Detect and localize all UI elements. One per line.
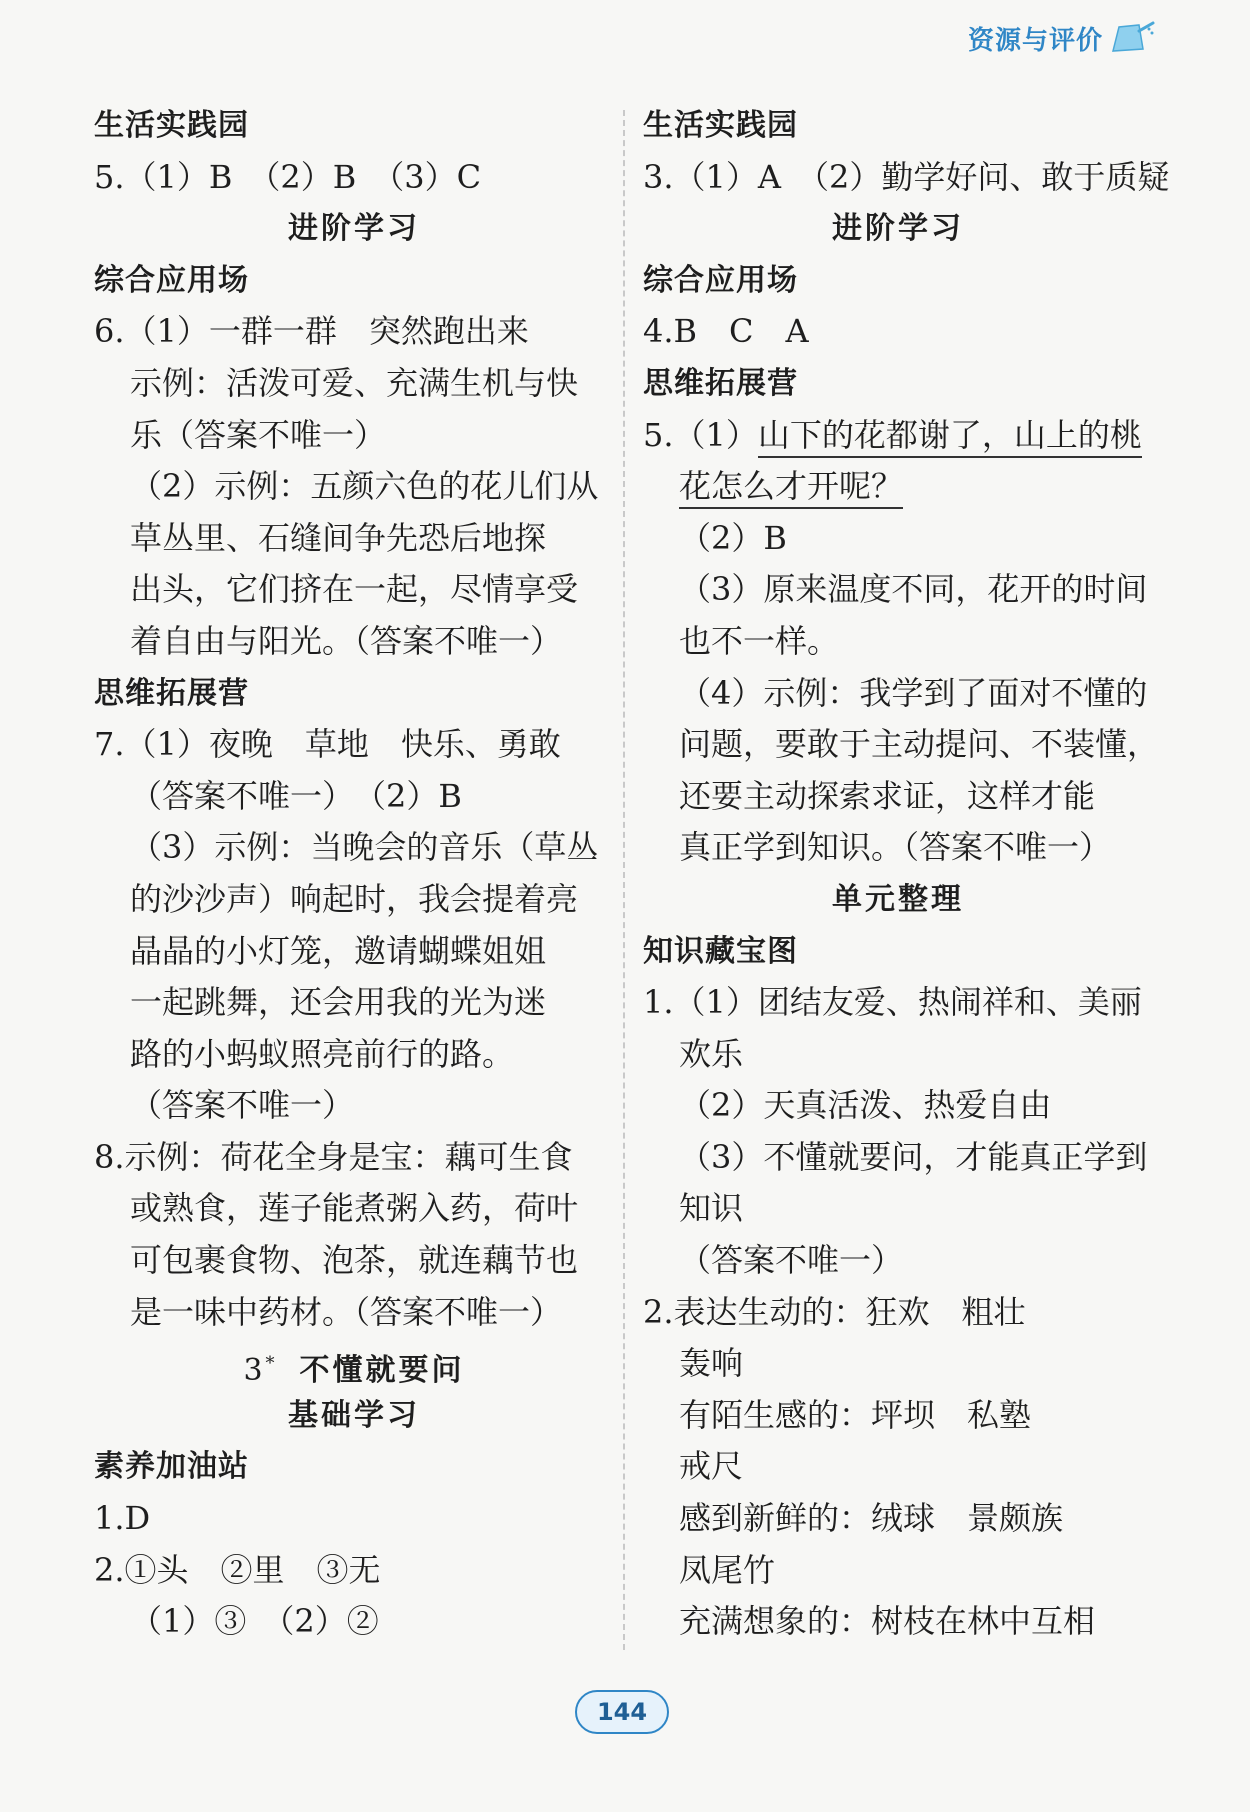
answer-line: 示例：活泼可爱、充满生机与快 [130,363,579,402]
answer-line: （2）B [679,518,787,557]
answer-line: （1）③ （2）② [130,1602,379,1641]
answer-line: 2.表达生动的：狂欢 粗壮 [643,1292,1026,1331]
subsection-title: 基础学习 [288,1397,420,1433]
answer-line: （答案不唯一） [130,1086,355,1125]
answer-line: （2）天真活泼、热爱自由 [679,1086,1052,1125]
answer-line: （答案不唯一） [679,1241,904,1280]
answer-line: 还要主动探索求证，这样才能 [679,776,1096,815]
answer-line: 7.（1）夜晚 草地 快乐、勇敢 [94,725,561,764]
subsection-title: 进阶学习 [832,211,964,247]
answer-line: 3.（1）A （2）勤学好问、敢于质疑 [643,157,1170,196]
answer-line: 8.示例：荷花全身是宝：藕可生食 [94,1137,573,1176]
answer-line: 的沙沙声）响起时，我会提着亮 [130,879,579,918]
answer-line: （3）不懂就要问，才能真正学到 [679,1137,1148,1176]
answer-line: 草丛里、石缝间争先恐后地探 [130,518,547,557]
section-heading: 生活实践园 [94,108,249,143]
answer-line [643,461,1153,513]
answer-line: 凤尾竹 [679,1550,776,1589]
answer-line: 出头，它们挤在一起，尽情享受 [130,570,579,609]
section-heading: 思维拓展营 [643,365,798,401]
section-heading: 综合应用场 [643,262,798,298]
column-divider [623,110,625,1650]
answer-line: 有陌生感的：坪坝 私塾 [679,1395,1032,1434]
section-heading: 生活实践园 [643,108,798,143]
underlined-answer: 山下的花都谢了，山上的桃 [758,416,1142,458]
section-heading: 思维拓展营 [94,675,249,711]
subsection-title: 单元整理 [832,881,964,917]
answer-line: 4.B C A [643,312,809,351]
answer-line: 也不一样。 [679,621,840,660]
answer-line: 知识 [679,1189,744,1228]
answer-line: 6.（1）一群一群 突然跑出来 [94,312,529,351]
answer-line: 感到新鲜的：绒球 景颇族 [679,1499,1064,1538]
answer-line: （3）示例：当晚会的音乐（草丛 [130,828,599,867]
page-header [968,18,1155,58]
answer-line: 2.①头 ②里 ③无 [94,1550,381,1589]
answer-line: 一起跳舞，还会用我的光为迷 [130,983,547,1022]
answer-line: （2）示例：五颜六色的花儿们从 [130,467,599,506]
header-title: 资源与评价 [967,25,1103,56]
answer-line: 晶晶的小灯笼，邀请蝴蝶姐姐 [130,931,547,970]
page-number: 144 [575,1690,669,1734]
answer-line: 5.（1）B （2）B （3）C [94,157,482,196]
answer-line: 戒尺 [679,1447,744,1486]
left-column [94,100,614,1648]
section-heading: 综合应用场 [94,262,249,298]
answer-line: 问题，要敢于主动提问、不装懂， [679,725,1160,764]
underlined-answer: 花怎么才开呢？ [679,467,903,509]
answer-line: （答案不唯一） （2）B [130,776,462,815]
answer-line: 路的小蚂蚁照亮前行的路。 [130,1034,515,1073]
answer-line: 1.D [94,1499,151,1538]
lesson-name: 不懂就要问 [299,1353,465,1389]
answer-line: 可包裹食物、泡茶，就连藕节也 [130,1241,579,1280]
answer-line: （4）示例：我学到了面对不懂的 [679,673,1148,712]
answer-prefix: 5.（1） [643,415,758,454]
section-heading: 素养加油站 [94,1449,249,1485]
answer-line: 是一味中药材。（答案不唯一） [130,1292,563,1331]
answer-line: 着自由与阳光。（答案不唯一） [130,621,563,660]
answer-line: （3）原来温度不同，花开的时间 [679,570,1148,609]
lesson-number: 3* [243,1353,278,1389]
right-column [643,100,1170,1648]
lesson-title [94,1338,614,1390]
watering-can-icon [1109,21,1155,55]
answer-line: 或熟食，莲子能煮粥入药，荷叶 [130,1189,579,1228]
answer-line: 充满想象的：树枝在林中互相 [679,1602,1096,1641]
answer-line: 真正学到知识。（答案不唯一） [679,828,1112,867]
answer-line: 乐（答案不唯一） [130,415,387,454]
answer-line [643,410,1153,462]
answer-line: 欢乐 [679,1034,744,1073]
section-heading: 知识藏宝图 [643,933,798,969]
answer-line: 1.（1）团结友爱、热闹祥和、美丽 [643,983,1142,1022]
optional-mark: * [265,1353,278,1375]
subsection-title: 进阶学习 [288,211,420,247]
answer-line: 轰响 [679,1344,744,1383]
